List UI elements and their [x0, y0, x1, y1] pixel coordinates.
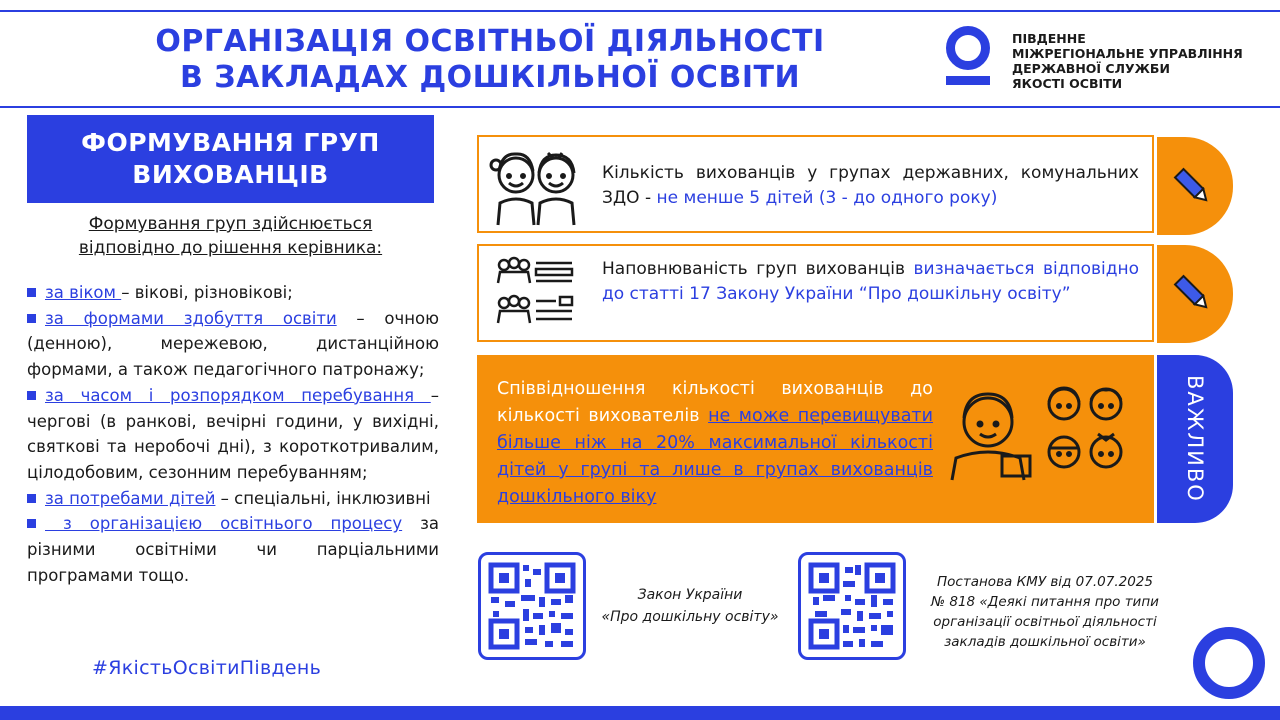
- list-item: [27, 280, 439, 306]
- logo-icon: [946, 26, 990, 70]
- bullet-square-icon: [27, 391, 36, 400]
- page-title: [120, 24, 860, 96]
- bullet-square-icon: [27, 494, 36, 503]
- criterion-link[interactable]: за віком: [45, 283, 122, 302]
- qr2-caption-line: № 818 «Деякі питання про типи: [931, 594, 1159, 610]
- criterion-link[interactable]: за формами здобуття освіти: [45, 308, 337, 328]
- top-divider: [0, 10, 1280, 12]
- card3-highlight: не може перевищувати більше ніж на 20% максимальної кількості дітей у групі та лише в групах вихованців дошкільного віку: [497, 406, 933, 507]
- hashtag[interactable]: #ЯкістьОсвітиПівдень: [92, 657, 322, 679]
- card1-body: Кількість вихованців у групах державних, комунальних ЗДО -: [602, 163, 1139, 208]
- criterion-text: – чергові (в ранкові, вечірні години, у вихідні, святкові та неробочі дні), з короткотривалим, цілодобовим, сезонним перебуванням;: [27, 385, 439, 482]
- criterion-link[interactable]: за потребами дітей: [45, 488, 216, 508]
- qr2-caption-line: організації освітньої діяльності: [933, 614, 1157, 630]
- decorative-ring-icon: [1193, 627, 1265, 699]
- grouping-criteria-list: [27, 280, 439, 588]
- criterion-text: – очною (денною), мережевою, дистанційною формами, а також педагогічного патронажу;: [27, 308, 440, 380]
- card2-body: Наповнюваність груп вихованців: [602, 259, 914, 279]
- subtitle-line-2: відповідно до рішення керівника:: [78, 238, 383, 258]
- card3-body: Співвідношення кількості вихованців до кількості вихователів: [497, 379, 933, 426]
- section-banner: [27, 115, 434, 203]
- header-divider: [0, 106, 1280, 108]
- list-item: [27, 383, 439, 486]
- card1-text: [602, 161, 1139, 211]
- qr1-caption: [590, 584, 790, 628]
- card2-text: [602, 257, 1139, 307]
- logo-bar: [946, 76, 990, 85]
- org-line: ДЕРЖАВНОЇ СЛУЖБИ: [1012, 61, 1170, 76]
- criterion-text: – спеціальні, інклюзивні: [215, 488, 431, 508]
- bottom-bar: [0, 706, 1280, 720]
- org-line: ПІВДЕННЕ: [1012, 31, 1086, 46]
- criterion-link[interactable]: з організацією освітнього процесу: [45, 514, 403, 534]
- teacher-children-icon: [946, 382, 1136, 482]
- bullet-square-icon: [27, 288, 36, 297]
- bullet-square-icon: [27, 519, 36, 528]
- pencil-icon: [1170, 164, 1214, 208]
- list-item: [27, 511, 439, 588]
- card2-highlight: визначається відповідно до статті 17 Закону України “Про дошкільну освіту”: [602, 259, 1139, 304]
- qr1-caption-line: «Про дошкільну освіту»: [601, 609, 779, 625]
- qr-code-icon[interactable]: [798, 552, 906, 660]
- important-label-text: ВАЖЛИВО: [1183, 375, 1207, 503]
- qr-code-icon[interactable]: [478, 552, 586, 660]
- criterion-link[interactable]: за часом і розпорядком перебування: [45, 385, 431, 405]
- section-subtitle: [27, 212, 434, 260]
- qr2-caption-line: закладів дошкільної освіти»: [944, 634, 1146, 650]
- bullet-square-icon: [27, 314, 36, 323]
- card3-text: [497, 376, 933, 511]
- group-list-icon: [494, 255, 580, 333]
- important-label: [1157, 355, 1233, 523]
- qr1-caption-line: Закон України: [637, 587, 743, 603]
- pencil-icon: [1170, 271, 1214, 315]
- organization-name: [1012, 31, 1272, 91]
- org-line: ЯКОСТІ ОСВІТИ: [1012, 76, 1123, 91]
- list-item: [27, 486, 439, 512]
- banner-line-2: ВИХОВАНЦІВ: [132, 160, 329, 189]
- criterion-text: за різними освітніми чи парціальними програмами тощо.: [27, 514, 439, 585]
- title-line-2: В ЗАКЛАДАХ ДОШКІЛЬНОЇ ОСВІТИ: [179, 60, 801, 95]
- criterion-text: – вікові, різновікові;: [121, 283, 293, 302]
- org-line: МІЖРЕГІОНАЛЬНЕ УПРАВЛІННЯ: [1012, 46, 1243, 61]
- card1-highlight: не менше 5 дітей (3 - до одного року): [656, 188, 998, 208]
- banner-line-1: ФОРМУВАННЯ ГРУП: [81, 128, 380, 157]
- qr2-caption: [920, 572, 1170, 652]
- qr2-caption-line: Постанова КМУ від 07.07.2025: [937, 574, 1153, 590]
- children-icon: [488, 145, 584, 227]
- list-item: [27, 306, 439, 383]
- subtitle-line-1: Формування груп здійснюється: [88, 214, 373, 234]
- title-line-1: ОРГАНІЗАЦІЯ ОСВІТНЬОЇ ДІЯЛЬНОСТІ: [155, 24, 825, 59]
